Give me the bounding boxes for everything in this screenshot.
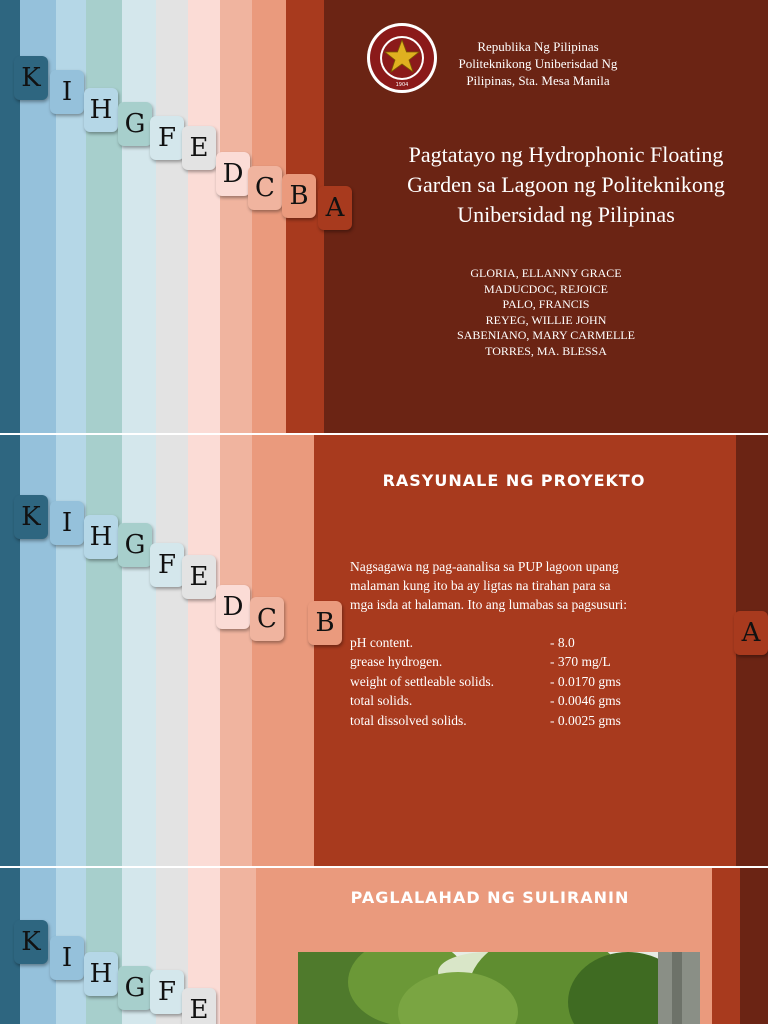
color-strip bbox=[220, 0, 252, 433]
color-strip bbox=[740, 868, 768, 1024]
color-strip bbox=[122, 435, 156, 866]
color-strip bbox=[86, 435, 122, 866]
author-name: PALO, FRANCIS bbox=[502, 297, 590, 311]
result-value: - 0.0025 gms bbox=[550, 712, 621, 728]
tab-e[interactable]: E bbox=[182, 126, 216, 170]
title-line: Garden sa Lagoon ng Politeknikong bbox=[407, 172, 725, 197]
tab-h[interactable]: H bbox=[84, 515, 118, 559]
author-list bbox=[396, 266, 696, 359]
result-row bbox=[350, 711, 670, 730]
tab-g[interactable]: G bbox=[118, 966, 152, 1010]
rationale-paragraph bbox=[350, 557, 710, 614]
slide-heading: RASYUNALE NG PROYEKTO bbox=[382, 471, 646, 490]
tab-e[interactable]: E bbox=[182, 988, 216, 1024]
result-value: - 370 mg/L bbox=[550, 654, 611, 670]
tab-c[interactable]: C bbox=[248, 166, 282, 210]
color-strip bbox=[220, 868, 256, 1024]
color-strip bbox=[252, 435, 314, 866]
color-strip bbox=[188, 435, 220, 866]
result-label: weight of settleable solids. bbox=[350, 673, 494, 689]
tab-i[interactable]: I bbox=[50, 936, 84, 980]
lagoon-photo bbox=[298, 952, 700, 1024]
title-line: Pagtatayo ng Hydrophonic Floating bbox=[408, 142, 724, 167]
result-row bbox=[350, 652, 670, 671]
color-strip bbox=[86, 0, 122, 433]
institution-header bbox=[440, 38, 636, 89]
color-strip bbox=[56, 0, 86, 433]
tab-f[interactable]: F bbox=[150, 970, 184, 1014]
result-value: - 0.0170 gms bbox=[550, 673, 621, 689]
slide-title bbox=[0, 0, 768, 433]
color-strip bbox=[86, 868, 122, 1024]
author-name: GLORIA, ELLANNY GRACE bbox=[470, 266, 622, 280]
color-strip bbox=[220, 435, 252, 866]
result-label: total dissolved solids. bbox=[350, 712, 467, 728]
tab-k[interactable]: K bbox=[14, 495, 48, 539]
tab-h[interactable]: H bbox=[84, 952, 118, 996]
color-strip bbox=[188, 0, 220, 433]
header-line: Republika Ng Pilipinas bbox=[477, 39, 599, 54]
result-row bbox=[350, 633, 670, 652]
tab-i[interactable]: I bbox=[50, 70, 84, 114]
analysis-results bbox=[350, 633, 670, 730]
author-name: SABENIANO, MARY CARMELLE bbox=[457, 328, 635, 342]
tab-d[interactable]: D bbox=[216, 585, 250, 629]
tab-g[interactable]: G bbox=[118, 523, 152, 567]
result-row bbox=[350, 672, 670, 691]
color-strip bbox=[156, 0, 188, 433]
seal-year: 1904 bbox=[395, 82, 409, 88]
color-strip bbox=[252, 0, 286, 433]
color-strip bbox=[712, 868, 740, 1024]
tab-k[interactable]: K bbox=[14, 56, 48, 100]
color-strip bbox=[56, 435, 86, 866]
tab-c[interactable]: C bbox=[250, 597, 284, 641]
tab-e[interactable]: E bbox=[182, 555, 216, 599]
color-strip bbox=[156, 435, 188, 866]
tab-k[interactable]: K bbox=[14, 920, 48, 964]
result-label: total solids. bbox=[350, 693, 413, 709]
result-label: pH content. bbox=[350, 635, 413, 650]
paragraph-line: mga isda at halaman. Ito ang lumabas sa pagsusuri: bbox=[350, 597, 628, 612]
slide-suliranin bbox=[0, 868, 768, 1024]
author-name: REYEG, WILLIE JOHN bbox=[485, 312, 607, 327]
color-strip bbox=[122, 0, 156, 433]
tab-a[interactable]: A bbox=[318, 186, 352, 230]
slide-rasyunale bbox=[0, 435, 768, 866]
result-value: - 0.0046 gms bbox=[550, 693, 621, 709]
tab-g[interactable]: G bbox=[118, 102, 152, 146]
slide-title-text bbox=[366, 140, 766, 230]
university-seal bbox=[366, 22, 438, 94]
author-name: TORRES, MA. BLESSA bbox=[485, 343, 607, 358]
paragraph-line: Nagsagawa ng pag-aanalisa sa PUP lagoon upang bbox=[350, 559, 619, 574]
tab-f[interactable]: F bbox=[150, 543, 184, 587]
tab-f[interactable]: F bbox=[150, 116, 184, 160]
header-line: Pilipinas, Sta. Mesa Manila bbox=[466, 73, 610, 88]
tab-a[interactable]: A bbox=[734, 611, 768, 655]
result-row bbox=[350, 691, 670, 710]
header-line: Politeknikong Uniberisdad Ng bbox=[458, 56, 618, 71]
author-name: MADUCDOC, REJOICE bbox=[483, 281, 608, 296]
tab-i[interactable]: I bbox=[50, 501, 84, 545]
result-value: - 8.0 bbox=[550, 635, 575, 650]
slide-heading: PAGLALAHAD NG SULIRANIN bbox=[350, 888, 630, 907]
title-line: Unibersidad ng Pilipinas bbox=[457, 202, 675, 227]
tab-d[interactable]: D bbox=[216, 152, 250, 196]
tab-b[interactable]: B bbox=[282, 174, 316, 218]
tab-b[interactable]: B bbox=[308, 601, 342, 645]
paragraph-line: malaman kung ito ba ay ligtas na tirahan para sa bbox=[350, 578, 611, 593]
result-label: grease hydrogen. bbox=[350, 654, 443, 670]
tab-h[interactable]: H bbox=[84, 88, 118, 132]
